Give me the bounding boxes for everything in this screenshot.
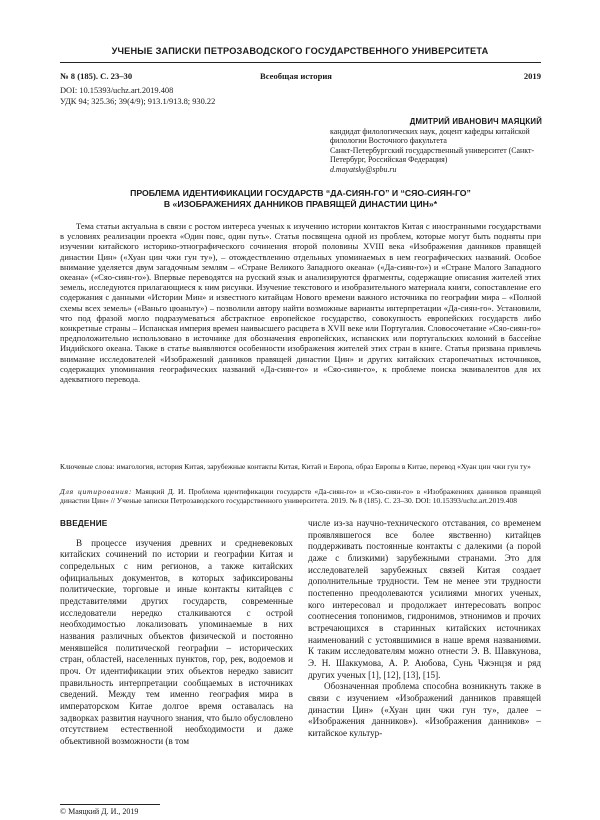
copyright: © Маяцкий Д. И., 2019 [60,807,139,816]
article-identifiers [60,85,215,108]
body-column-left [60,518,293,747]
body-paragraph-continued: числе из-за научно-технического отставания, со временем проявлявшегося все более явственно) китайцев поддерживать постоянные контакты с далекими (а порой даже с близкими) зарубежными странами. Это для исследователей зарубежных связей Китая создает дополнительные трудности. Тем не менее эти трудности постепенно преодолеваются усилиями многих ученых, кого интересовал и продолжает интересовать вопрос соотнесения топонимов, гидронимов, этнонимов и прочих встречающихся в старинных китайских источниках наименований с устоявшимися в наше время названиями. К таким исследователям можно отнести Э. В. Шавкунова, Э. Н. Шаккумова, А. Р. Аюбова, Сунь Чжэнцзя и ряд других ученых [1], [12], [13], [15]. [308,518,541,680]
author-block [330,117,542,175]
udc: УДК 94; 325.36; 39(4/9); 913.1/913.8; 930.22 [60,97,216,107]
abstract: Тема статьи актуальна в связи с ростом интереса ученых к изучению истории контактов Китая с иностранными государствами в условиях реализации проекта «Один пояс, один путь». Статья посвящена одной из проблем, которые могут быть подняты при изучении китайского историко-этнографического сочинения второй половины XVIII века «Изображения данников правящей династии Цин» («Хуан цин чжи гун ту»), – отождествлению отдельных упоминаемых в нем географических названий. Особое внимание уделяется двум загадочным землям – «Стране Великого Западного океана» («Да-сиян-го») и «Стране Малого Западного океана» («Сяо-сиян-го»). Впервые переводятся на русский язык и анализируются фрагменты, содержащие описания жителей этих земель, исследуются прилагающиеся к ним рисунки. Изучение текстового и изобразительного материала книги, сопоставление его содержания с данными «Истории Мин» и известного китайцам Нового времени важного источника по географии мира – «Полной схемы всех земель» («Ваньго цюаньту») – позволили автору найти возможные варианты интерпретации «Да-сиян-го». Установили, что под фразой могло подразумеваться абстрактное европейское государство, совокупность европейских государств либо конкретные страны – Испанская империя времен наивысшего расцвета в XVII веке или Португалия. Словосочетание «Сяо-сиян-го» предположительно использовано в источнике для обозначения европейских, испанских или португальских колоний в бассейне Индийского океана. Также в статье выявляются особенности изображения жителей этих стран в книге. Статья призвана привлечь внимание исследователей «Изображений данников правящей династии Цин» и других китайских старопечатных источников, содержащих упоминания географических названий «Да-сиян-го» и «Сяо-сиян-го», к проблеме поиска эквивалентов для их адекватного перевода. [60,221,541,385]
body-paragraph: В процессе изучения древних и средневековых китайских сочинений по истории и географии Китая и сопредельных с ним регионов, а также китайских официальных документов, в которых зафиксированы политические, торговые и иные контакты китайцев с представителями других государств, современные исследователи нередко сталкиваются с острой необходимостью локализовать упоминаемые в них названия различных объектов физической и постоянно менявшейся политической географии – исторических стран, областей, населенных пунктов, гор, рек, водоемов и проч. От идентификации этих объектов нередко зависит правильность интерпретации сообщаемых в источниках сведений. Между тем именно география мира в императорском Китае долгое время оставалась на задворках развития научного знания, что было обусловлено отсутствием естественной необходимости и даже объективной возможности (в том [60,537,293,746]
keywords: Ключевые слова: имагология, история Китая, зарубежные контакты Китая, Китай и Европа, образ Европы в Китае, перевод «Хуан цин чжи гун ту» [60,462,531,471]
issue-year: 2019 [523,71,541,81]
title-line-1: ПРОБЛЕМА ИДЕНТИФИКАЦИИ ГОСУДАРСТВ “ДА-СИЯН-ГО” И “СЯО-СИЯН-ГО” [130,188,471,198]
issue-number: № 8 (185). С. 23–30 [60,71,133,81]
citation-label: Для цитирования: [60,487,133,496]
body-column-right [308,518,541,739]
section-name: Всеобщая история [260,71,332,81]
doi: DOI: 10.15393/uchz.art.2019.408 [60,86,174,95]
footer-rule [60,804,160,805]
author-email[interactable]: d.mayatsky@spbu.ru [330,164,397,174]
issue-meta [60,71,541,83]
author-name: ДМИТРИЙ ИВАНОВИЧ МАЯЦКИЙ [409,117,542,126]
citation [60,487,541,505]
citation-text: Маяцкий Д. И. Проблема идентификации государств «Да-сиян-го» и «Сяо-сиян-го» в «Изображениях данников правящей династии Цин» // Ученые записки Петрозаводского государственного университета. 2019. № 8 (185). С. 23–30. DOI: 10.15393/uchz.art.2019.408 [60,487,542,506]
section-heading: ВВЕДЕНИЕ [60,519,108,528]
body-paragraph: Обозначенная проблема способна возникнуть также в связи с изучением «Изображений данников правящей династии Цин» («Хуан цин чжи гун ту», далее – «Изображения данников»). «Изображения данников» – китайское культур- [308,681,541,738]
author-degree: кандидат филологических наук, доцент кафедры китайской филологии Восточного факультета [330,126,530,146]
journal-title: УЧЕНЫЕ ЗАПИСКИ ПЕТРОЗАВОДСКОГО ГОСУДАРСТВЕННОГО УНИВЕРСИТЕТА [111,46,489,56]
article-title [60,188,541,210]
author-affiliation: Санкт-Петербургский государственный университет (Санкт-Петербург, Российская Федерация) [330,145,535,165]
header-rule [60,62,541,63]
title-line-2: В «ИЗОБРАЖЕНИЯХ ДАННИКОВ ПРАВЯЩЕЙ ДИНАСТИИ ЦИН»* [163,199,438,209]
